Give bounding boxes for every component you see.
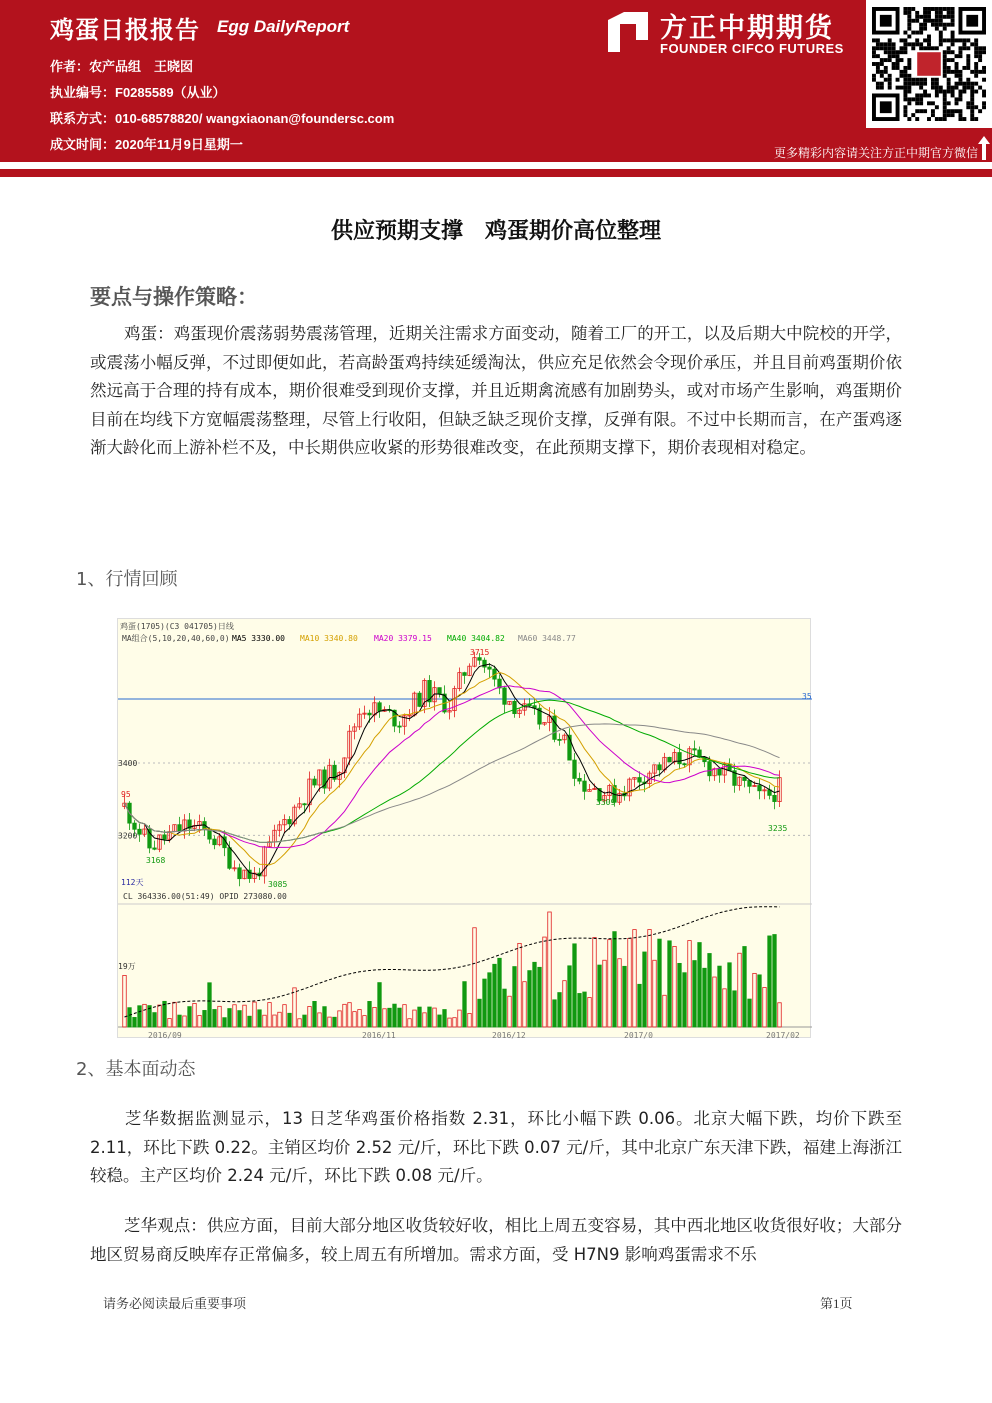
date-line: 成文时间：2020年11月9日星期一	[50, 137, 243, 152]
volume-bar	[168, 1019, 172, 1027]
x-tick-5: 2017/02	[766, 1031, 800, 1039]
ma40-label: MA40 3404.82	[447, 634, 505, 643]
candle-body	[313, 779, 317, 785]
volume-bar	[138, 1006, 142, 1027]
volume-bar	[718, 966, 722, 1027]
candle-body	[213, 839, 217, 845]
volume-bar	[373, 1007, 377, 1027]
x-tick-3: 2016/12	[492, 1031, 526, 1039]
volume-bar	[653, 960, 657, 1027]
candle-body	[378, 703, 382, 711]
banner-underline	[0, 169, 992, 177]
candle-body	[398, 726, 402, 727]
volume-bar	[213, 1009, 217, 1027]
volume-bar	[348, 1003, 352, 1027]
company-logo-icon	[604, 10, 652, 54]
volume-bar	[248, 1016, 252, 1027]
volume-bar	[173, 1002, 177, 1027]
left-price-label: 95	[121, 790, 131, 799]
volume-bar	[473, 928, 477, 1027]
candle-body	[558, 739, 562, 740]
volume-bar	[673, 946, 677, 1027]
volume-bar	[293, 988, 297, 1027]
candle-body	[488, 667, 492, 669]
candle-body	[773, 795, 777, 801]
volume-bar	[778, 1003, 782, 1027]
volume-info-label: CL 364336.00(51:49) OPID 273080.00	[123, 892, 287, 901]
arrow-up-icon	[978, 136, 990, 160]
candle-body	[228, 848, 232, 869]
volume-bar	[263, 1015, 267, 1027]
fundamentals-paragraph-1: 芝华数据监测显示，13 日芝华鸡蛋价格指数 2.31，环比小幅下跌 0.06。北京大幅下跌，均价下跌至 2.11，环比下跌 0.22。主销区均价 2.52 元/斤，环比下跌 0.07 元/斤，其中北京广东天津下跌，福建上海浙江较稳。主产区均价 2.24 元/斤，环比下跌 0.08 元/斤。	[90, 1109, 902, 1185]
candle-body	[133, 823, 137, 829]
volume-bar	[203, 1010, 207, 1027]
volume-bar	[223, 1018, 227, 1027]
logo-text-en: FOUNDER CIFCO FUTURES	[660, 41, 844, 56]
volume-bar	[623, 966, 627, 1027]
volume-bar	[508, 996, 512, 1027]
volume-bar	[418, 1007, 422, 1027]
chart-title-label: 鸡蛋(1705)(C3 041705)日线	[120, 622, 234, 631]
volume-bar	[643, 952, 647, 1027]
ma60-line	[125, 724, 780, 843]
volume-bar	[273, 1015, 277, 1027]
volume-bar	[583, 992, 587, 1027]
volume-bar	[503, 989, 507, 1027]
candle-body	[758, 785, 762, 790]
volume-bar	[768, 936, 772, 1027]
volume-bar	[638, 984, 642, 1027]
volume-bar	[538, 967, 542, 1027]
volume-bar	[413, 1010, 417, 1027]
volume-bar	[463, 982, 467, 1027]
volume-bar	[323, 1007, 327, 1027]
volume-bar	[633, 930, 637, 1027]
right-axis-label: 35	[802, 692, 812, 701]
volume-bar	[243, 1005, 247, 1027]
volume-bar	[438, 1015, 442, 1027]
volume-bar	[183, 1016, 187, 1027]
volume-bar	[363, 1016, 367, 1027]
volume-bar	[613, 932, 617, 1027]
volume-bar	[288, 1013, 292, 1027]
y-tick-3200: 3200	[118, 831, 138, 841]
volume-bar	[393, 1004, 397, 1027]
document-title: 供应预期支撑 鸡蛋期价高位整理	[330, 219, 661, 244]
ma-group-label: MA组合(5,10,20,40,60,0)	[122, 634, 230, 643]
low-label-4: 3235	[768, 824, 788, 833]
volume-bar	[598, 965, 602, 1027]
volume-bar	[318, 1013, 322, 1027]
volume-bar	[143, 1004, 147, 1027]
candle-body	[583, 781, 587, 791]
candlestick-chart	[117, 618, 811, 1038]
x-tick-4: 2017/0	[624, 1031, 653, 1039]
volume-bar	[128, 1008, 132, 1027]
x-tick-2: 2016/11	[362, 1031, 396, 1039]
volume-bar	[403, 1005, 407, 1027]
candle-body	[678, 753, 682, 764]
high-price-label: 3715	[470, 648, 490, 657]
volume-bar	[238, 1011, 242, 1027]
candle-body	[288, 819, 292, 823]
candle-body	[668, 757, 672, 761]
volume-bar	[748, 999, 752, 1027]
volume-bar	[723, 989, 727, 1027]
volume-bar	[398, 1008, 402, 1027]
author-line: 作者：农产品组 王晓囡	[50, 59, 194, 74]
volume-bar	[548, 912, 552, 1027]
subheading-market-review: 1、行情回顾	[76, 569, 178, 590]
logo-text-cn: 方正中期期货	[660, 13, 834, 44]
volume-bar	[553, 1000, 557, 1027]
candle-body	[513, 701, 517, 713]
candle-body	[658, 765, 662, 770]
volume-bar	[208, 983, 212, 1027]
volume-bar	[678, 963, 682, 1027]
volume-bar	[388, 1008, 392, 1027]
candle-body	[478, 658, 482, 661]
report-title-en: Egg DailyReport	[217, 17, 350, 36]
page-number: 第1页	[820, 1296, 853, 1311]
volume-bar	[298, 1019, 302, 1027]
volume-bar	[703, 968, 707, 1027]
low-label-2: 3085	[268, 880, 288, 889]
volume-bar	[523, 982, 527, 1027]
volume-bar	[233, 1005, 237, 1027]
candle-body	[638, 778, 642, 783]
days-label: 112天	[121, 878, 144, 887]
footer-notice: 请务必阅读最后重要事项	[103, 1297, 247, 1312]
volume-bar	[158, 1005, 162, 1027]
volume-bar	[513, 967, 517, 1027]
volume-bar	[763, 987, 767, 1027]
ma20-line	[125, 686, 780, 848]
candle-body	[438, 688, 442, 694]
volume-bar	[258, 1010, 262, 1027]
volume-bar	[558, 993, 562, 1027]
candle-body	[153, 848, 157, 849]
volume-bar	[428, 1007, 432, 1027]
volume-bar	[563, 981, 567, 1027]
volume-bar	[518, 943, 522, 1027]
candle-body	[163, 835, 167, 839]
volume-bar	[733, 991, 737, 1027]
volume-bar	[773, 935, 777, 1027]
volume-bar	[688, 941, 692, 1027]
volume-bar	[198, 1015, 202, 1027]
ma10-line	[125, 672, 780, 865]
volume-bar	[423, 1013, 427, 1027]
volume-bar	[738, 953, 742, 1027]
y-tick-3400: 3400	[118, 759, 138, 768]
volume-bar	[478, 999, 482, 1027]
volume-bar	[368, 1001, 372, 1027]
candle-body	[743, 777, 747, 780]
contact-line: 联系方式：010-68578820/ wangxiaonan@foundersc.com	[50, 111, 395, 126]
volume-bar	[753, 973, 757, 1027]
qr-code-icon	[866, 0, 992, 128]
low-label-3: 3309	[596, 798, 616, 807]
volume-bar	[153, 1013, 157, 1027]
volume-bar	[133, 1017, 137, 1027]
volume-bar	[683, 973, 687, 1027]
volume-bar	[488, 973, 492, 1027]
volume-bar	[308, 1006, 312, 1027]
volume-bar	[498, 958, 502, 1027]
volume-bar	[713, 977, 717, 1027]
volume-bar	[178, 1015, 182, 1027]
volume-bar	[383, 1009, 387, 1027]
volume-axis-label: 19万	[118, 962, 136, 971]
volume-bar	[528, 971, 532, 1027]
candle-body	[573, 760, 577, 778]
ma60-label: MA60 3448.77	[518, 634, 576, 643]
license-line: 执业编号：F0285589（从业）	[50, 85, 226, 100]
volume-bar	[268, 1003, 272, 1027]
volume-bar	[448, 1018, 452, 1027]
volume-bar	[228, 1009, 232, 1027]
x-tick-1: 2016/09	[148, 1031, 182, 1039]
volume-bar	[458, 1010, 462, 1027]
volume-bar	[343, 1004, 347, 1027]
candle-body	[693, 749, 697, 750]
volume-bar	[603, 960, 607, 1027]
low-label-1: 3168	[146, 856, 166, 865]
volume-bar	[218, 1006, 222, 1027]
volume-bar	[648, 930, 652, 1027]
candle-body	[178, 825, 182, 831]
volume-bar	[193, 1003, 197, 1027]
candle-body	[718, 769, 722, 775]
volume-bar	[608, 940, 612, 1027]
volume-bar	[698, 943, 702, 1027]
candle-body	[748, 781, 752, 787]
volume-bar	[353, 1012, 357, 1027]
volume-bar	[708, 953, 712, 1027]
volume-bar	[338, 1011, 342, 1027]
volume-bar	[533, 962, 537, 1027]
candle-body	[368, 713, 372, 715]
candle-body	[578, 778, 582, 781]
volume-bar	[588, 998, 592, 1027]
strategy-paragraph: 鸡蛋：鸡蛋现价震荡弱势震荡管理，近期关注需求方面变动，随着工厂的开工，以及后期大中院校的开学，或震荡小幅反弹，不过即便如此，若高龄蛋鸡持续延缓淘汰，供应充足依然会令现价承压，并且目前鸡蛋期价依然远高于合理的持有成本，期价很难受到现价支撑，并且近期禽流感有加剧势头，或对市场产生影响，鸡蛋期价目前在均线下方宽幅震荡整理，尽管上行收阳，但缺乏缺乏现价支撑，反弹有限。不过中长期而言，在产蛋鸡逐渐大龄化而上游补栏不及，中长期供应收紧的形势很难改变，在此预期支撑下，期价表现相对稳定。	[90, 324, 902, 457]
candle-body	[303, 804, 307, 805]
section-heading-strategy: 要点与操作策略：	[90, 285, 258, 309]
volume-bar	[693, 961, 697, 1027]
volume-bar	[658, 939, 662, 1027]
volume-bar	[483, 979, 487, 1027]
ma40-line	[125, 700, 780, 842]
volume-bar	[578, 993, 582, 1027]
volume-bar	[433, 1008, 437, 1027]
ma20-label: MA20 3379.15	[374, 634, 432, 643]
candle-body	[418, 693, 422, 706]
volume-bar	[618, 959, 622, 1027]
volume-bar	[278, 1012, 282, 1027]
volume-bar	[668, 941, 672, 1027]
candle-body	[728, 764, 732, 771]
volume-bar	[628, 938, 632, 1027]
subheading-fundamentals: 2、基本面动态	[76, 1059, 196, 1080]
volume-bar	[253, 1002, 257, 1027]
volume-bar	[758, 975, 762, 1027]
candle-body	[463, 673, 467, 676]
ma10-label: MA10 3340.80	[300, 634, 358, 643]
volume-bar	[453, 1018, 457, 1027]
volume-bar	[728, 963, 732, 1027]
candle-body	[683, 764, 687, 765]
candle-body	[238, 868, 242, 879]
fundamentals-paragraph-2: 芝华观点：供应方面，目前大部分地区收货较好收，相比上周五变容易，其中西北地区收货很好收；大部分地区贸易商反映库存正常偏多，较上周五有所增加。需求方面，受 H7N9 影响鸡蛋需求不乐	[90, 1216, 902, 1264]
volume-bar	[283, 1005, 287, 1027]
volume-bar	[303, 1015, 307, 1027]
volume-bar	[188, 1007, 192, 1027]
volume-bar	[593, 938, 597, 1027]
volume-bar	[358, 1010, 362, 1027]
candle-body	[708, 762, 712, 776]
volume-bar	[328, 1017, 332, 1027]
candle-body	[138, 829, 142, 834]
volume-bar	[333, 1017, 337, 1027]
volume-bar	[568, 966, 572, 1027]
volume-bar	[493, 964, 497, 1027]
follow-notice: 更多精彩内容请关注方正中期官方微信	[773, 146, 978, 160]
candle-body	[503, 688, 507, 704]
volume-bar	[443, 1010, 447, 1027]
volume-bar	[573, 944, 577, 1027]
report-title: 鸡蛋日报报告	[50, 16, 200, 44]
volume-bar	[468, 1013, 472, 1027]
volume-bar	[123, 975, 127, 1027]
volume-bar	[663, 995, 667, 1027]
ma5-label: MA5 3330.00	[232, 634, 285, 643]
volume-bar	[743, 947, 747, 1027]
volume-bar	[313, 1001, 317, 1027]
volume-bar	[543, 937, 547, 1027]
volume-bar	[378, 983, 382, 1027]
volume-bar	[408, 1019, 412, 1027]
